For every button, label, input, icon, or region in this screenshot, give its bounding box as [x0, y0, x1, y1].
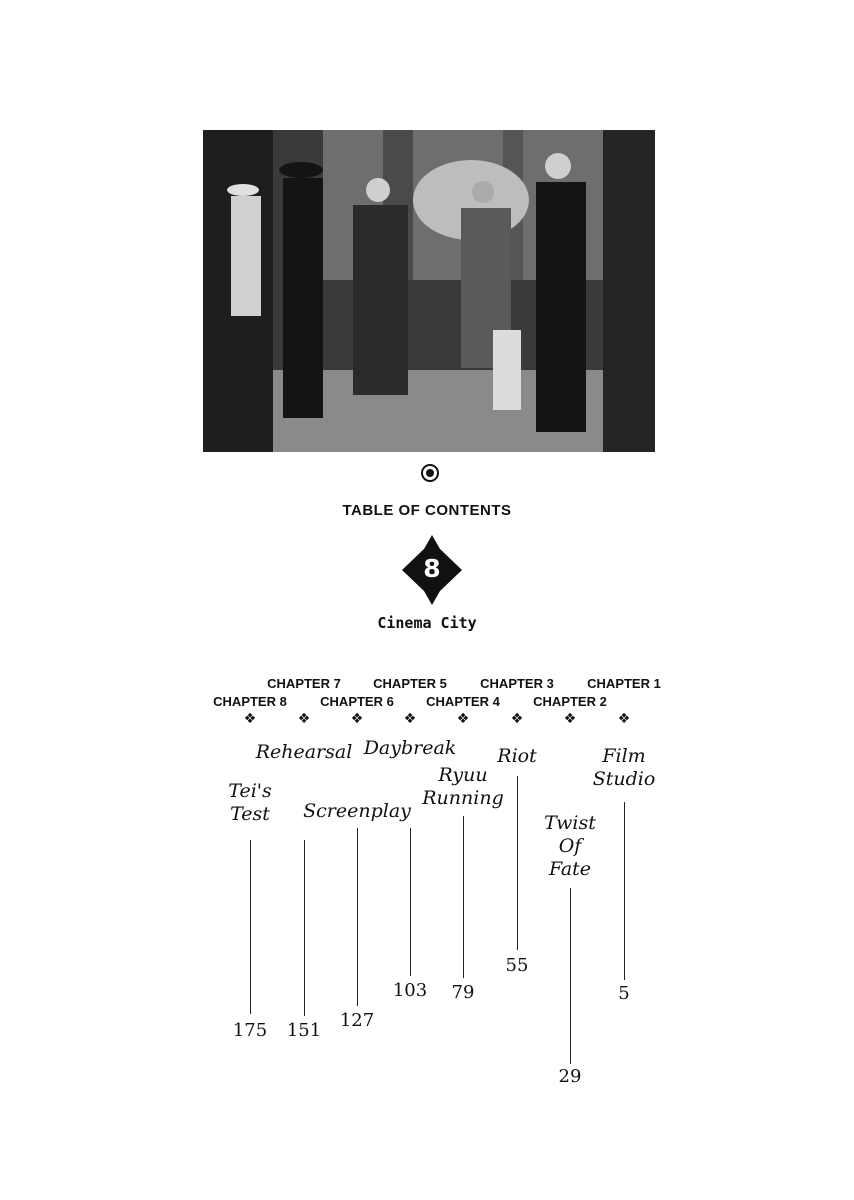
page-number-5[interactable]: 103 [392, 980, 428, 1001]
chapter-title-7[interactable] [256, 741, 353, 764]
leader-line [517, 776, 518, 950]
leader-line [357, 828, 358, 1006]
volume-number: 8 [423, 554, 441, 583]
chapter-title-5[interactable] [364, 737, 457, 760]
volume-badge [402, 535, 462, 605]
leader-line [570, 888, 571, 1064]
diamond-bullet-icon: ❖ [243, 711, 257, 727]
chapter-label-8: CHAPTER 8 [213, 694, 287, 709]
diamond-bullet-icon: ❖ [510, 711, 524, 727]
chapter-title-6[interactable] [303, 800, 411, 823]
chapter-title-line: Ryuu [438, 764, 488, 786]
chapter-title-line: Tei's [228, 780, 272, 802]
chapter-title-line: Twist [544, 812, 596, 834]
toc-title: TABLE OF CONTENTS [342, 502, 512, 519]
chapter-label-2: CHAPTER 2 [533, 694, 607, 709]
cover-photo [203, 130, 655, 452]
chapter-title-line: Running [422, 786, 504, 809]
leader-line [624, 802, 625, 980]
diamond-bullet-icon: ❖ [297, 711, 311, 727]
chapter-title-line: Daybreak [363, 737, 457, 759]
chapter-label-6: CHAPTER 6 [320, 694, 394, 709]
chapter-title-line: Test [230, 802, 270, 825]
diamond-bullet-icon: ❖ [563, 711, 577, 727]
chapter-label-5: CHAPTER 5 [373, 676, 447, 691]
page-number-6[interactable]: 127 [339, 1010, 375, 1031]
diamond-bullet-icon: ❖ [350, 711, 364, 727]
chapter-label-7: CHAPTER 7 [267, 676, 341, 691]
chapter-title-line: Riot [497, 745, 537, 767]
chapter-title-8[interactable] [228, 780, 272, 826]
vintage-street-photo-icon [203, 130, 655, 452]
chapter-label-4: CHAPTER 4 [426, 694, 500, 709]
chapter-title-line: Studio [592, 767, 656, 790]
diamond-bullet-icon: ❖ [456, 711, 470, 727]
diamond-bullet-icon: ❖ [403, 711, 417, 727]
page-number-1[interactable]: 5 [618, 983, 630, 1004]
chapter-title-4[interactable] [422, 764, 504, 810]
chapter-title-line: Screenplay [303, 800, 411, 822]
leader-line [250, 840, 251, 1014]
volume-subtitle: Cinema City [377, 614, 477, 632]
page-number-4[interactable]: 79 [451, 982, 475, 1003]
page-number-3[interactable]: 55 [505, 955, 529, 976]
chapter-label-1: CHAPTER 1 [587, 676, 661, 691]
leader-line [463, 816, 464, 978]
chapter-title-line: Film [602, 745, 646, 767]
chapter-title-1[interactable] [593, 745, 656, 791]
page-number-8[interactable]: 175 [232, 1020, 268, 1041]
diamond-bullet-icon: ❖ [617, 711, 631, 727]
chapter-title-2[interactable] [544, 812, 596, 880]
leader-line [304, 840, 305, 1016]
leader-line [410, 828, 411, 976]
chapter-title-line: Rehearsal [255, 741, 353, 763]
page-number-2[interactable]: 29 [558, 1066, 582, 1087]
page-number-7[interactable]: 151 [286, 1020, 322, 1041]
chapter-label-3: CHAPTER 3 [480, 676, 554, 691]
chapter-title-line: Of [558, 834, 582, 857]
bullet-circle-icon [421, 464, 439, 482]
chapter-title-line: Fate [548, 857, 592, 880]
